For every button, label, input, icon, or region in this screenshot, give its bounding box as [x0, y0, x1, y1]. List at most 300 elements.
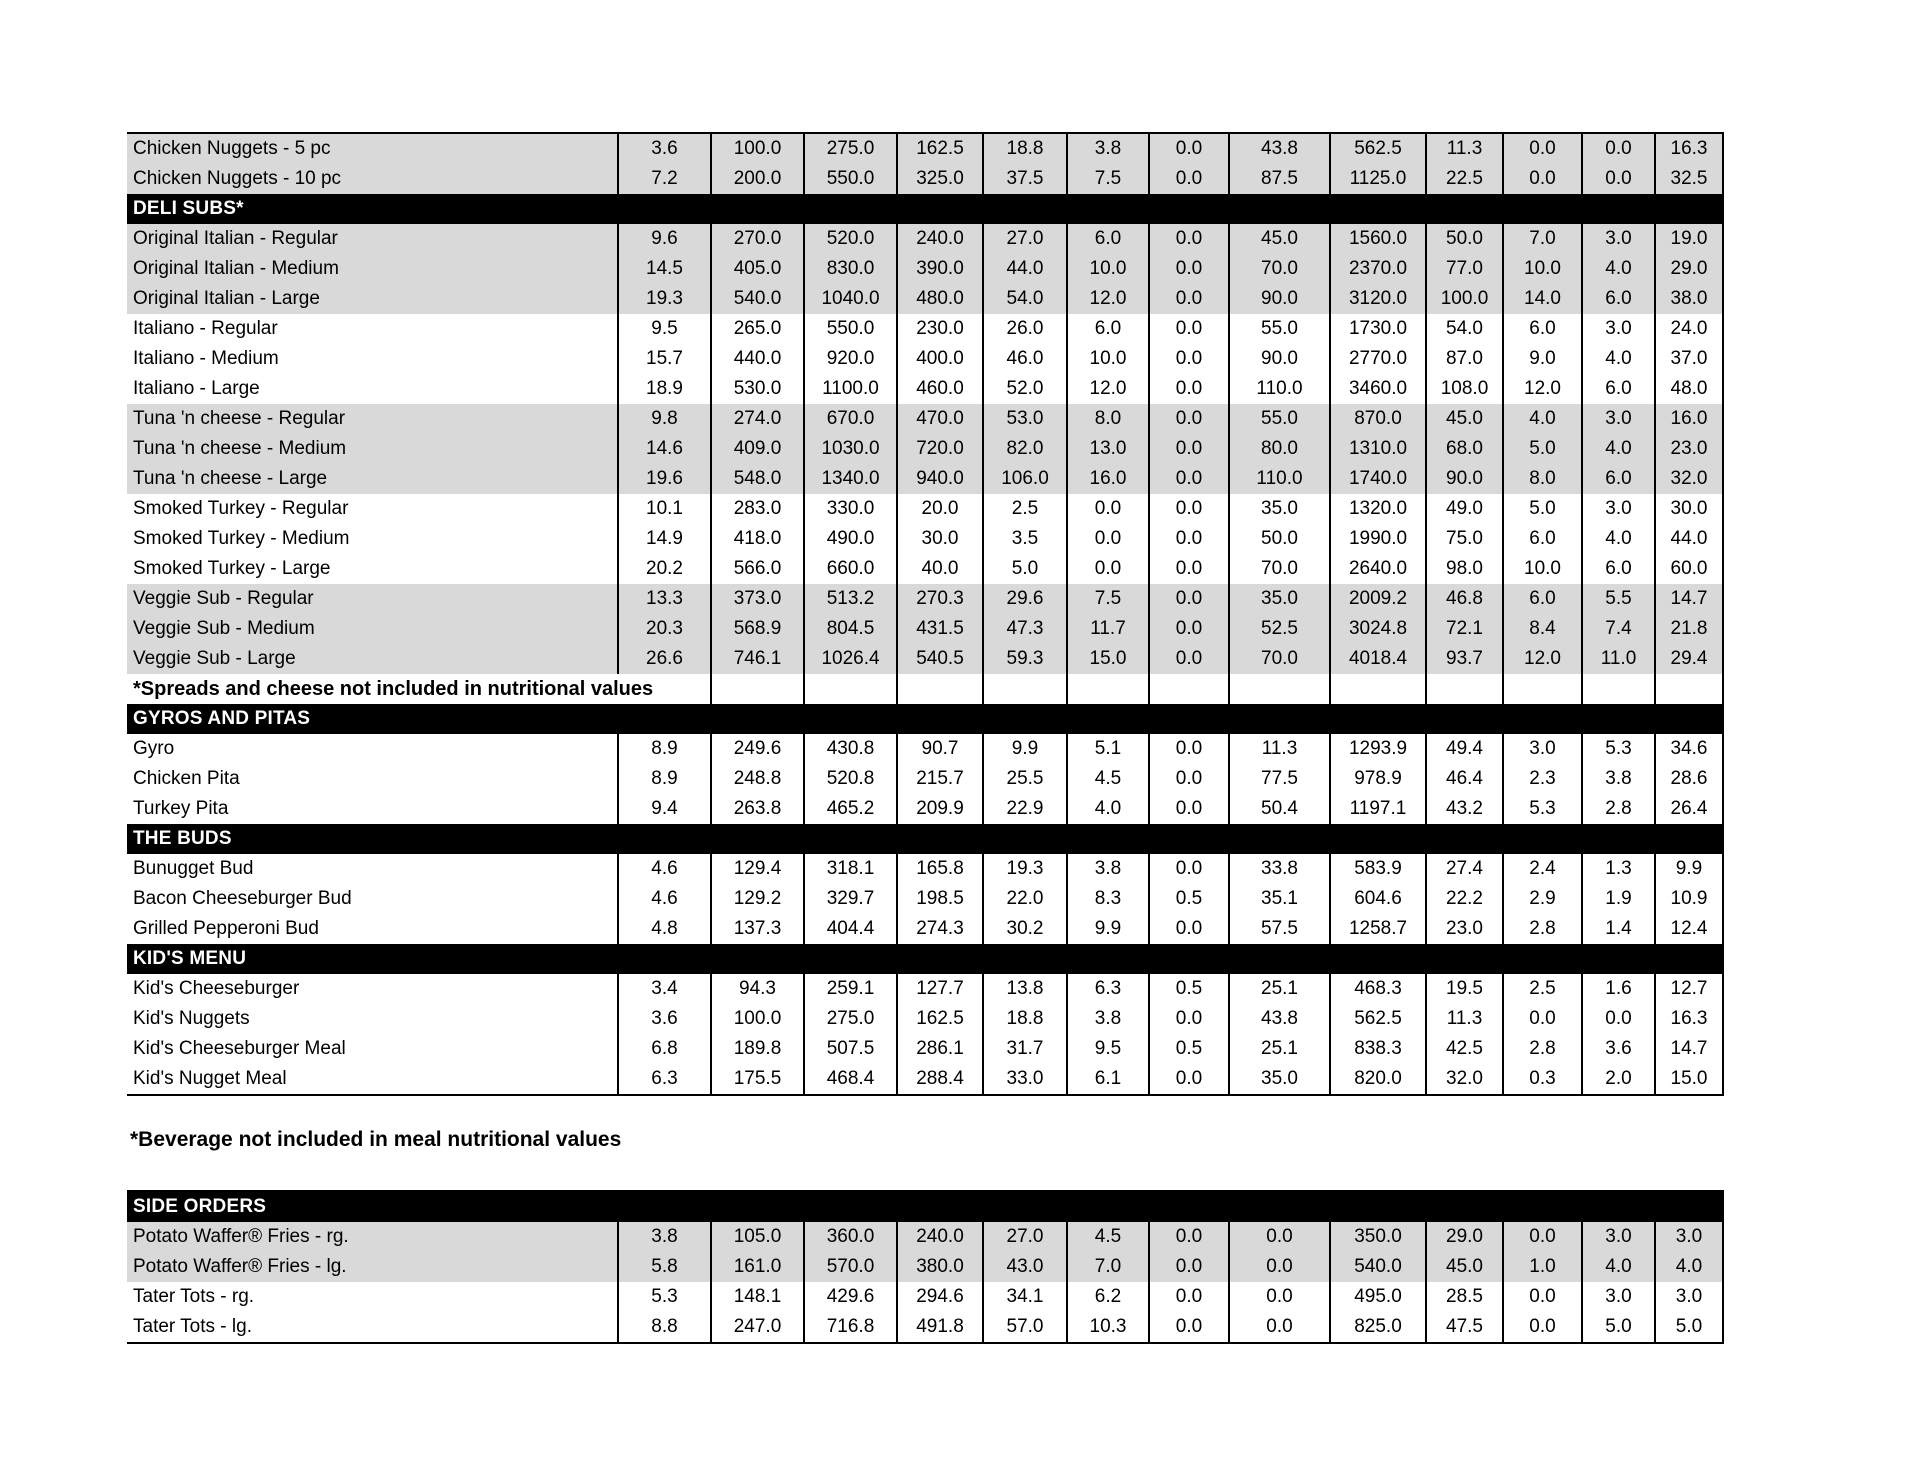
value-cell: 11.3 — [1425, 1004, 1502, 1034]
nutrition-table-side-orders — [127, 1190, 1724, 1344]
value-cell: 5.0 — [1581, 1312, 1654, 1342]
value-cell: 30.0 — [896, 524, 982, 554]
value-cell: 87.5 — [1228, 164, 1329, 194]
value-cell: 265.0 — [710, 314, 803, 344]
value-cell: 390.0 — [896, 254, 982, 284]
value-cell: 804.5 — [803, 614, 896, 644]
value-cell: 28.5 — [1425, 1282, 1502, 1312]
value-cell: 12.7 — [1654, 974, 1724, 1004]
value-cell: 90.0 — [1228, 284, 1329, 314]
value-cell: 263.8 — [710, 794, 803, 824]
item-name-cell: Original Italian - Medium — [133, 258, 339, 279]
item-row — [127, 1312, 1724, 1342]
value-cell: 45.0 — [1425, 404, 1502, 434]
section-header-row — [127, 944, 1724, 974]
value-cell: 230.0 — [896, 314, 982, 344]
value-cell: 72.1 — [1425, 614, 1502, 644]
value-cell: 3120.0 — [1329, 284, 1425, 314]
value-cell: 562.5 — [1329, 134, 1425, 164]
value-cell: 127.7 — [896, 974, 982, 1004]
value-cell: 26.6 — [617, 644, 710, 674]
value-cell: 2.4 — [1502, 854, 1581, 884]
value-cell: 46.4 — [1425, 764, 1502, 794]
value-cell: 4.5 — [1066, 764, 1148, 794]
value-cell: 37.0 — [1654, 344, 1724, 374]
item-name-cell: Bacon Cheeseburger Bud — [133, 888, 352, 909]
value-cell: 32.0 — [1654, 464, 1724, 494]
value-cell: 18.9 — [617, 374, 710, 404]
value-cell: 2.8 — [1581, 794, 1654, 824]
section-header-label: DELI SUBS* — [133, 198, 244, 219]
value-cell: 38.0 — [1654, 284, 1724, 314]
value-cell: 100.0 — [1425, 284, 1502, 314]
value-cell: 50.4 — [1228, 794, 1329, 824]
value-cell: 720.0 — [896, 434, 982, 464]
value-cell: 3024.8 — [1329, 614, 1425, 644]
item-row — [127, 974, 1724, 1004]
value-cell: 49.0 — [1425, 494, 1502, 524]
value-cell: 37.5 — [982, 164, 1066, 194]
item-row — [127, 554, 1724, 584]
value-cell: 50.0 — [1425, 224, 1502, 254]
section-header-label: THE BUDS — [133, 828, 232, 849]
value-cell: 29.0 — [1425, 1222, 1502, 1252]
value-cell: 4.0 — [1581, 524, 1654, 554]
value-cell: 25.1 — [1228, 974, 1329, 1004]
value-cell: 480.0 — [896, 284, 982, 314]
value-cell: 14.0 — [1502, 284, 1581, 314]
value-cell: 570.0 — [803, 1252, 896, 1282]
value-cell: 2.9 — [1502, 884, 1581, 914]
value-cell: 3.0 — [1581, 494, 1654, 524]
value-cell: 0.0 — [1148, 584, 1228, 614]
value-cell: 820.0 — [1329, 1064, 1425, 1094]
value-cell: 10.0 — [1502, 554, 1581, 584]
value-cell: 3.0 — [1654, 1282, 1724, 1312]
value-cell: 0.0 — [1148, 614, 1228, 644]
value-cell: 198.5 — [896, 884, 982, 914]
value-cell: 14.9 — [617, 524, 710, 554]
value-cell: 8.8 — [617, 1312, 710, 1342]
value-cell: 10.9 — [1654, 884, 1724, 914]
value-cell: 0.0 — [1502, 1312, 1581, 1342]
value-cell: 43.0 — [982, 1252, 1066, 1282]
value-cell: 460.0 — [896, 374, 982, 404]
value-cell: 15.7 — [617, 344, 710, 374]
value-cell: 34.6 — [1654, 734, 1724, 764]
value-cell: 0.0 — [1148, 134, 1228, 164]
value-cell: 2.5 — [982, 494, 1066, 524]
item-row — [127, 1222, 1724, 1252]
value-cell: 14.5 — [617, 254, 710, 284]
value-cell: 5.0 — [1502, 494, 1581, 524]
value-cell: 1026.4 — [803, 644, 896, 674]
value-cell: 15.0 — [1654, 1064, 1724, 1094]
value-cell: 29.0 — [1654, 254, 1724, 284]
value-cell: 520.0 — [803, 224, 896, 254]
value-cell: 4.6 — [617, 884, 710, 914]
value-cell: 90.7 — [896, 734, 982, 764]
item-row — [127, 644, 1724, 674]
value-cell: 540.0 — [710, 284, 803, 314]
item-row — [127, 914, 1724, 944]
value-cell: 3460.0 — [1329, 374, 1425, 404]
value-cell: 33.8 — [1228, 854, 1329, 884]
value-cell: 53.0 — [982, 404, 1066, 434]
value-cell: 0.0 — [1148, 464, 1228, 494]
section-header-row — [127, 194, 1724, 224]
value-cell: 288.4 — [896, 1064, 982, 1094]
value-cell: 2009.2 — [1329, 584, 1425, 614]
value-cell: 0.0 — [1148, 1282, 1228, 1312]
section-header-row — [127, 1192, 1724, 1222]
value-cell: 11.3 — [1228, 734, 1329, 764]
value-cell: 0.5 — [1148, 1034, 1228, 1064]
value-cell — [710, 674, 803, 704]
value-cell: 9.9 — [1066, 914, 1148, 944]
item-name-cell: Smoked Turkey - Medium — [133, 528, 350, 549]
item-row — [127, 224, 1724, 254]
value-cell: 9.0 — [1502, 344, 1581, 374]
value-cell: 10.3 — [1066, 1312, 1148, 1342]
value-cell: 22.5 — [1425, 164, 1502, 194]
value-cell: 7.0 — [1502, 224, 1581, 254]
value-cell: 468.4 — [803, 1064, 896, 1094]
value-cell: 4.0 — [1654, 1252, 1724, 1282]
value-cell: 507.5 — [803, 1034, 896, 1064]
value-cell — [1228, 674, 1329, 704]
value-cell: 46.8 — [1425, 584, 1502, 614]
value-cell: 1740.0 — [1329, 464, 1425, 494]
value-cell: 18.8 — [982, 134, 1066, 164]
value-cell: 431.5 — [896, 614, 982, 644]
value-cell: 3.0 — [1654, 1222, 1724, 1252]
value-cell: 12.0 — [1502, 374, 1581, 404]
value-cell: 10.0 — [1066, 254, 1148, 284]
value-cell: 18.8 — [982, 1004, 1066, 1034]
value-cell: 283.0 — [710, 494, 803, 524]
value-cell: 495.0 — [1329, 1282, 1425, 1312]
value-cell: 137.3 — [710, 914, 803, 944]
item-name-cell: Kid's Cheeseburger Meal — [133, 1038, 346, 1059]
value-cell: 3.8 — [1066, 134, 1148, 164]
value-cell: 429.6 — [803, 1282, 896, 1312]
item-name-cell: Tuna 'n cheese - Regular — [133, 408, 346, 429]
value-cell: 550.0 — [803, 164, 896, 194]
item-name-cell: Kid's Nugget Meal — [133, 1068, 287, 1089]
item-row — [127, 794, 1724, 824]
value-cell — [1654, 674, 1724, 704]
value-cell: 6.3 — [617, 1064, 710, 1094]
value-cell: 8.3 — [1066, 884, 1148, 914]
value-cell: 8.4 — [1502, 614, 1581, 644]
value-cell: 5.0 — [1654, 1312, 1724, 1342]
value-cell: 270.0 — [710, 224, 803, 254]
value-cell: 22.9 — [982, 794, 1066, 824]
value-cell: 2770.0 — [1329, 344, 1425, 374]
value-cell: 13.3 — [617, 584, 710, 614]
value-cell: 4.0 — [1581, 1252, 1654, 1282]
item-row — [127, 584, 1724, 614]
item-row — [127, 614, 1724, 644]
item-row — [127, 164, 1724, 194]
value-cell: 6.0 — [1502, 314, 1581, 344]
value-cell: 562.5 — [1329, 1004, 1425, 1034]
value-cell: 10.0 — [1502, 254, 1581, 284]
item-row — [127, 884, 1724, 914]
value-cell: 465.2 — [803, 794, 896, 824]
item-name-cell: Gyro — [133, 738, 175, 759]
value-cell: 23.0 — [1654, 434, 1724, 464]
value-cell: 1125.0 — [1329, 164, 1425, 194]
value-cell: 240.0 — [896, 1222, 982, 1252]
value-cell: 59.3 — [982, 644, 1066, 674]
item-row — [127, 1252, 1724, 1282]
value-cell: 9.4 — [617, 794, 710, 824]
item-name-cell: Turkey Pita — [133, 798, 229, 819]
value-cell: 360.0 — [803, 1222, 896, 1252]
value-cell: 0.0 — [1228, 1282, 1329, 1312]
item-name-cell: Veggie Sub - Large — [133, 648, 296, 669]
value-cell: 82.0 — [982, 434, 1066, 464]
value-cell: 50.0 — [1228, 524, 1329, 554]
item-name-cell: Grilled Pepperoni Bud — [133, 918, 319, 939]
section-header-row — [127, 824, 1724, 854]
value-cell: 54.0 — [982, 284, 1066, 314]
value-cell: 200.0 — [710, 164, 803, 194]
value-cell: 249.6 — [710, 734, 803, 764]
value-cell — [1425, 674, 1502, 704]
value-cell: 43.8 — [1228, 134, 1329, 164]
value-cell: 8.9 — [617, 764, 710, 794]
value-cell: 0.0 — [1581, 164, 1654, 194]
value-cell: 161.0 — [710, 1252, 803, 1282]
value-cell: 48.0 — [1654, 374, 1724, 404]
value-cell: 8.0 — [1066, 404, 1148, 434]
value-cell: 3.5 — [982, 524, 1066, 554]
value-cell: 0.0 — [1148, 164, 1228, 194]
value-cell: 830.0 — [803, 254, 896, 284]
value-cell: 1730.0 — [1329, 314, 1425, 344]
value-cell: 0.0 — [1502, 1222, 1581, 1252]
value-cell: 530.0 — [710, 374, 803, 404]
value-cell: 9.5 — [617, 314, 710, 344]
item-name-cell: Italiano - Large — [133, 378, 260, 399]
item-name-cell: Tuna 'n cheese - Medium — [133, 438, 347, 459]
value-cell: 77.5 — [1228, 764, 1329, 794]
item-row — [127, 404, 1724, 434]
value-cell: 275.0 — [803, 134, 896, 164]
value-cell: 14.7 — [1654, 584, 1724, 614]
value-cell: 87.0 — [1425, 344, 1502, 374]
value-cell: 0.0 — [1148, 224, 1228, 254]
value-cell: 0.0 — [1148, 434, 1228, 464]
value-cell: 329.7 — [803, 884, 896, 914]
value-cell: 209.9 — [896, 794, 982, 824]
value-cell: 27.0 — [982, 1222, 1066, 1252]
item-row — [127, 1282, 1724, 1312]
value-cell: 44.0 — [1654, 524, 1724, 554]
item-name-cell: Smoked Turkey - Regular — [133, 498, 349, 519]
value-cell: 513.2 — [803, 584, 896, 614]
value-cell: 35.0 — [1228, 1064, 1329, 1094]
value-cell: 0.0 — [1148, 524, 1228, 554]
value-cell: 490.0 — [803, 524, 896, 554]
value-cell: 0.5 — [1148, 974, 1228, 1004]
value-cell: 3.8 — [1066, 854, 1148, 884]
value-cell: 45.0 — [1425, 1252, 1502, 1282]
value-cell: 0.0 — [1148, 1004, 1228, 1034]
value-cell: 1990.0 — [1329, 524, 1425, 554]
item-name-cell: Kid's Cheeseburger — [133, 978, 300, 999]
value-cell: 35.0 — [1228, 584, 1329, 614]
value-cell: 0.0 — [1066, 494, 1148, 524]
value-cell: 440.0 — [710, 344, 803, 374]
value-cell: 55.0 — [1228, 404, 1329, 434]
value-cell — [896, 674, 982, 704]
value-cell: 16.3 — [1654, 1004, 1724, 1034]
value-cell: 0.5 — [1148, 884, 1228, 914]
item-row — [127, 374, 1724, 404]
value-cell: 2.5 — [1502, 974, 1581, 1004]
value-cell: 49.4 — [1425, 734, 1502, 764]
value-cell: 1040.0 — [803, 284, 896, 314]
value-cell: 10.1 — [617, 494, 710, 524]
value-cell: 80.0 — [1228, 434, 1329, 464]
value-cell: 275.0 — [803, 1004, 896, 1034]
value-cell — [982, 674, 1066, 704]
item-row — [127, 1034, 1724, 1064]
value-cell: 4018.4 — [1329, 644, 1425, 674]
value-cell: 2.8 — [1502, 914, 1581, 944]
value-cell: 13.0 — [1066, 434, 1148, 464]
value-cell: 7.4 — [1581, 614, 1654, 644]
value-cell: 8.0 — [1502, 464, 1581, 494]
value-cell: 1320.0 — [1329, 494, 1425, 524]
value-cell: 93.7 — [1425, 644, 1502, 674]
value-cell: 0.0 — [1148, 1252, 1228, 1282]
value-cell: 5.3 — [617, 1282, 710, 1312]
value-cell: 325.0 — [896, 164, 982, 194]
value-cell: 1030.0 — [803, 434, 896, 464]
value-cell: 825.0 — [1329, 1312, 1425, 1342]
value-cell: 26.4 — [1654, 794, 1724, 824]
value-cell: 6.0 — [1502, 524, 1581, 554]
value-cell: 9.9 — [982, 734, 1066, 764]
value-cell: 1.4 — [1581, 914, 1654, 944]
value-cell: 6.8 — [617, 1034, 710, 1064]
value-cell: 274.3 — [896, 914, 982, 944]
value-cell: 28.6 — [1654, 764, 1724, 794]
value-cell: 566.0 — [710, 554, 803, 584]
value-cell: 550.0 — [803, 314, 896, 344]
value-cell: 0.0 — [1148, 1222, 1228, 1252]
value-cell: 21.8 — [1654, 614, 1724, 644]
value-cell: 248.8 — [710, 764, 803, 794]
item-row — [127, 254, 1724, 284]
value-cell: 19.6 — [617, 464, 710, 494]
value-cell: 94.3 — [710, 974, 803, 1004]
value-cell: 9.5 — [1066, 1034, 1148, 1064]
section-header-label: KID'S MENU — [133, 948, 247, 969]
item-name-cell: Potato Waffer® Fries - rg. — [133, 1226, 349, 1247]
value-cell: 100.0 — [710, 1004, 803, 1034]
item-row — [127, 494, 1724, 524]
value-cell — [1581, 674, 1654, 704]
value-cell: 8.9 — [617, 734, 710, 764]
value-cell: 20.3 — [617, 614, 710, 644]
value-cell: 4.0 — [1581, 344, 1654, 374]
value-cell: 0.0 — [1228, 1222, 1329, 1252]
item-row — [127, 854, 1724, 884]
value-cell: 2.3 — [1502, 764, 1581, 794]
value-cell: 34.1 — [982, 1282, 1066, 1312]
item-name-cell: Bunugget Bud — [133, 858, 254, 879]
value-cell: 70.0 — [1228, 554, 1329, 584]
nutrition-table-main — [127, 132, 1724, 1096]
value-cell: 13.8 — [982, 974, 1066, 1004]
item-name-cell: Chicken Nuggets - 5 pc — [133, 138, 331, 159]
value-cell: 20.0 — [896, 494, 982, 524]
value-cell: 0.0 — [1148, 1312, 1228, 1342]
value-cell: 0.0 — [1148, 494, 1228, 524]
value-cell: 0.0 — [1148, 314, 1228, 344]
value-cell: 3.6 — [617, 134, 710, 164]
item-row — [127, 1064, 1724, 1094]
item-row — [127, 464, 1724, 494]
value-cell: 6.1 — [1066, 1064, 1148, 1094]
value-cell: 604.6 — [1329, 884, 1425, 914]
value-cell: 0.0 — [1228, 1312, 1329, 1342]
value-cell: 0.0 — [1148, 644, 1228, 674]
value-cell: 540.5 — [896, 644, 982, 674]
value-cell: 43.8 — [1228, 1004, 1329, 1034]
value-cell: 6.0 — [1581, 464, 1654, 494]
value-cell: 6.2 — [1066, 1282, 1148, 1312]
value-cell: 0.0 — [1148, 914, 1228, 944]
value-cell: 25.5 — [982, 764, 1066, 794]
value-cell: 6.0 — [1502, 584, 1581, 614]
item-name-cell: Italiano - Regular — [133, 318, 278, 339]
value-cell: 3.0 — [1581, 1282, 1654, 1312]
value-cell: 4.5 — [1066, 1222, 1148, 1252]
value-cell: 318.1 — [803, 854, 896, 884]
value-cell — [1066, 674, 1148, 704]
value-cell: 1.9 — [1581, 884, 1654, 914]
section-header-label: GYROS AND PITAS — [133, 708, 311, 729]
value-cell: 162.5 — [896, 134, 982, 164]
value-cell: 0.0 — [1502, 164, 1581, 194]
value-cell: 0.0 — [1148, 254, 1228, 284]
value-cell: 215.7 — [896, 764, 982, 794]
item-name-cell: Original Italian - Large — [133, 288, 320, 309]
section-header-label: SIDE ORDERS — [133, 1196, 267, 1217]
value-cell: 0.0 — [1148, 554, 1228, 584]
item-name-cell: Original Italian - Regular — [133, 228, 338, 249]
value-cell — [1148, 674, 1228, 704]
value-cell: 330.0 — [803, 494, 896, 524]
value-cell: 4.0 — [1066, 794, 1148, 824]
value-cell: 70.0 — [1228, 254, 1329, 284]
value-cell: 247.0 — [710, 1312, 803, 1342]
value-cell: 11.0 — [1581, 644, 1654, 674]
value-cell: 7.5 — [1066, 584, 1148, 614]
value-cell: 5.1 — [1066, 734, 1148, 764]
value-cell: 978.9 — [1329, 764, 1425, 794]
value-cell: 2640.0 — [1329, 554, 1425, 584]
value-cell: 1197.1 — [1329, 794, 1425, 824]
value-cell: 30.0 — [1654, 494, 1724, 524]
